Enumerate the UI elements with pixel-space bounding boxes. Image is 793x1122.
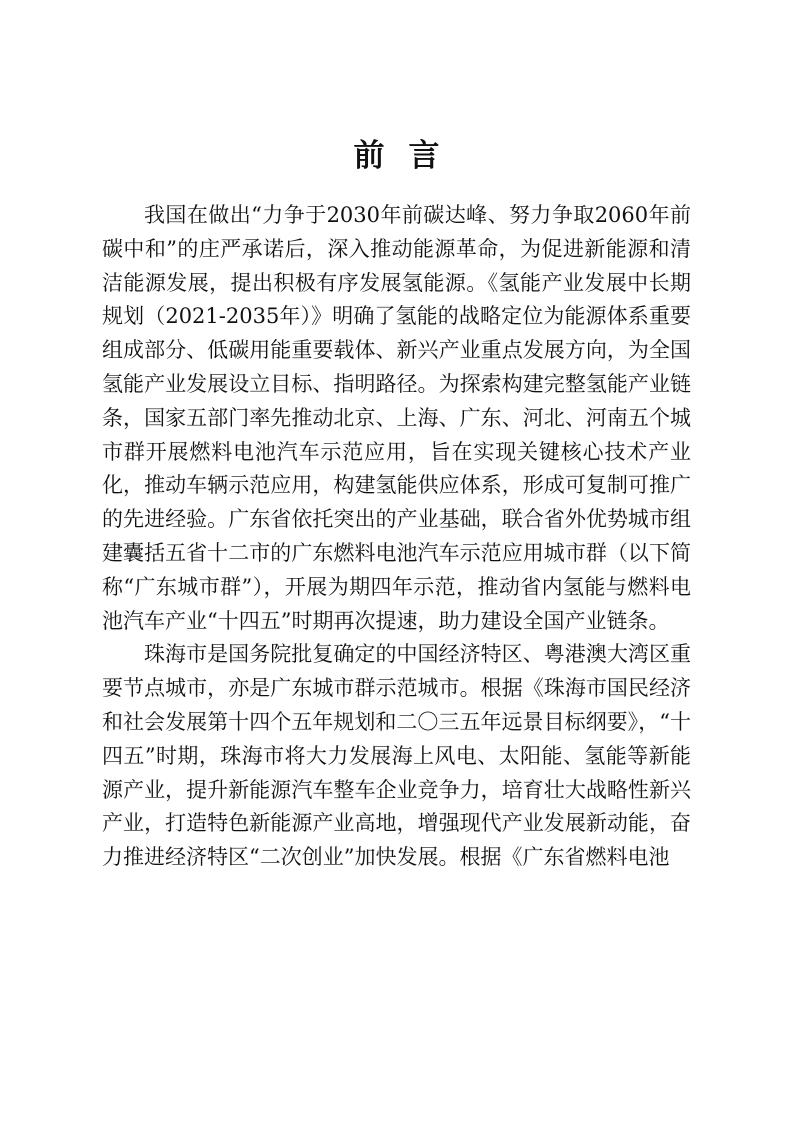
paragraph: 珠海市是国务院批复确定的中国经济特区、粤港澳大湾区重要节点城市，亦是广东城市群示范城市。根据《珠海市国民经济和社会发展第十四个五年规划和二〇三五年远景目标纲要》，“十四五”时期，珠海市将大力发展海上风电、太阳能、氢能等新能源产业，提升新能源汽车整车企业竞争力，培育壮大战略性新兴产业，打造特色新能源产业高地，增强现代产业发展新动能，奋力推进经济特区“二次创业”加快发展。根据《广东省燃料电池 <box>102 642 691 870</box>
document-body <box>102 199 691 875</box>
paragraph: 我国在做出“力争于2030年前碳达峰、努力争取2060年前碳中和”的庄严承诺后，深入推动能源革命，为促进新能源和清洁能源发展，提出积极有序发展氢能源。《氢能产业发展中长期规划（2021-2035年）》明确了氢能的战略定位为能源体系重要组成部分、低碳用能重要载体、新兴产业重点发展方向，为全国氢能产业发展设立目标、指明路径。为探索构建完整氢能产业链条，国家五部门率先推动北京、上海、广东、河北、河南五个城市群开展燃料电池汽车示范应用，旨在实现关键核心技术产业化，推动车辆示范应用，构建氢能供应体系，形成可复制可推广的先进经验。广东省依托突出的产业基础，联合省外优势城市组建囊括五省十二市的广东燃料电池汽车示范应用城市群（以下简称“广东城市群”），开展为期四年示范，推动省内氢能与燃料电池汽车产业“十四五”时期再次提速，助力建设全国产业链条。 <box>102 203 691 633</box>
page-title: 前言 <box>353 138 464 174</box>
